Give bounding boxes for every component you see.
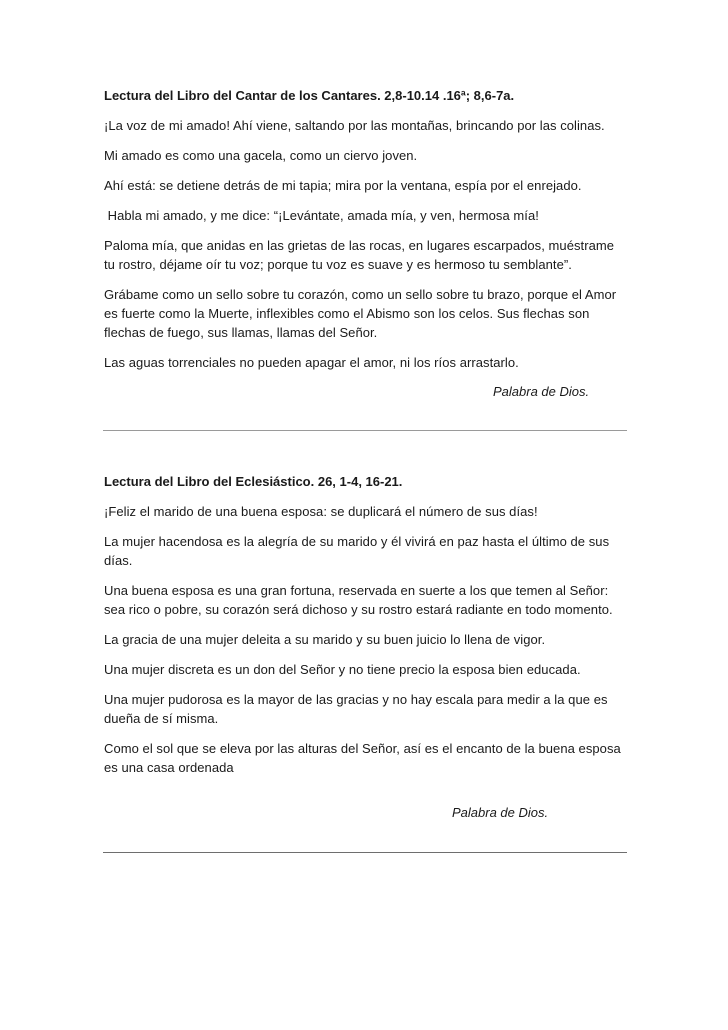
reading-paragraph: Las aguas torrenciales no pueden apagar el amor, ni los ríos arrastarlo. (104, 355, 519, 370)
reading-paragraph: Ahí está: se detiene detrás de mi tapia; mira por la ventana, espía por el enrejado. (104, 178, 582, 193)
reading-paragraph: Una buena esposa es una gran fortuna, reservada en suerte a los que temen al Señor: sea rico o pobre, su corazón será dichoso y su rostro estará radiante en todo momento. (104, 583, 613, 617)
reading-paragraph: La gracia de una mujer deleita a su marido y su buen juicio lo llena de vigor. (104, 632, 546, 647)
closing-formula: Palabra de Dios. (452, 805, 549, 820)
reading-paragraph: ¡La voz de mi amado! Ahí viene, saltando por las montañas, brincando por las colinas. (104, 118, 605, 133)
reading-paragraph: ¡Feliz el marido de una buena esposa: se duplicará el número de sus días! (104, 504, 538, 519)
reading-paragraph: Mi amado es como una gacela, como un ciervo joven. (104, 148, 418, 163)
reading-paragraph: La mujer hacendosa es la alegría de su marido y él vivirá en paz hasta el último de sus días. (104, 534, 610, 568)
reading-paragraph: Habla mi amado, y me dice: “¡Levántate, amada mía, y ven, hermosa mía! (104, 208, 539, 223)
reading-eclesiastico (104, 472, 628, 788)
section-divider (103, 430, 627, 431)
reading-title: Lectura del Libro del Cantar de los Cantares. 2,8-10.14 .16ª; 8,6-7a. (104, 88, 515, 103)
reading-cantar (104, 86, 628, 383)
section-divider (103, 852, 627, 853)
reading-paragraph: Paloma mía, que anidas en las grietas de las rocas, en lugares escarpados, muéstrame tu rostro, déjame oír tu voz; porque tu voz es suave y es hermoso tu semblante”. (104, 238, 615, 272)
closing-formula: Palabra de Dios. (493, 384, 590, 399)
reading-title: Lectura del Libro del Eclesiástico. 26, 1-4, 16-21. (104, 474, 403, 489)
reading-paragraph: Grábame como un sello sobre tu corazón, como un sello sobre tu brazo, porque el Amor es fuerte como la Muerte, inflexibles como el Abismo son los celos. Sus flechas son flechas de fuego, sus llamas, llamas del Señor. (104, 287, 617, 340)
reading-paragraph: Una mujer pudorosa es la mayor de las gracias y no hay escala para medir a la que es dueña de sí misma. (104, 692, 608, 726)
reading-paragraph: Como el sol que se eleva por las alturas del Señor, así es el encanto de la buena esposa es una casa ordenada (104, 741, 621, 775)
reading-paragraph: Una mujer discreta es un don del Señor y no tiene precio la esposa bien educada. (104, 662, 581, 677)
